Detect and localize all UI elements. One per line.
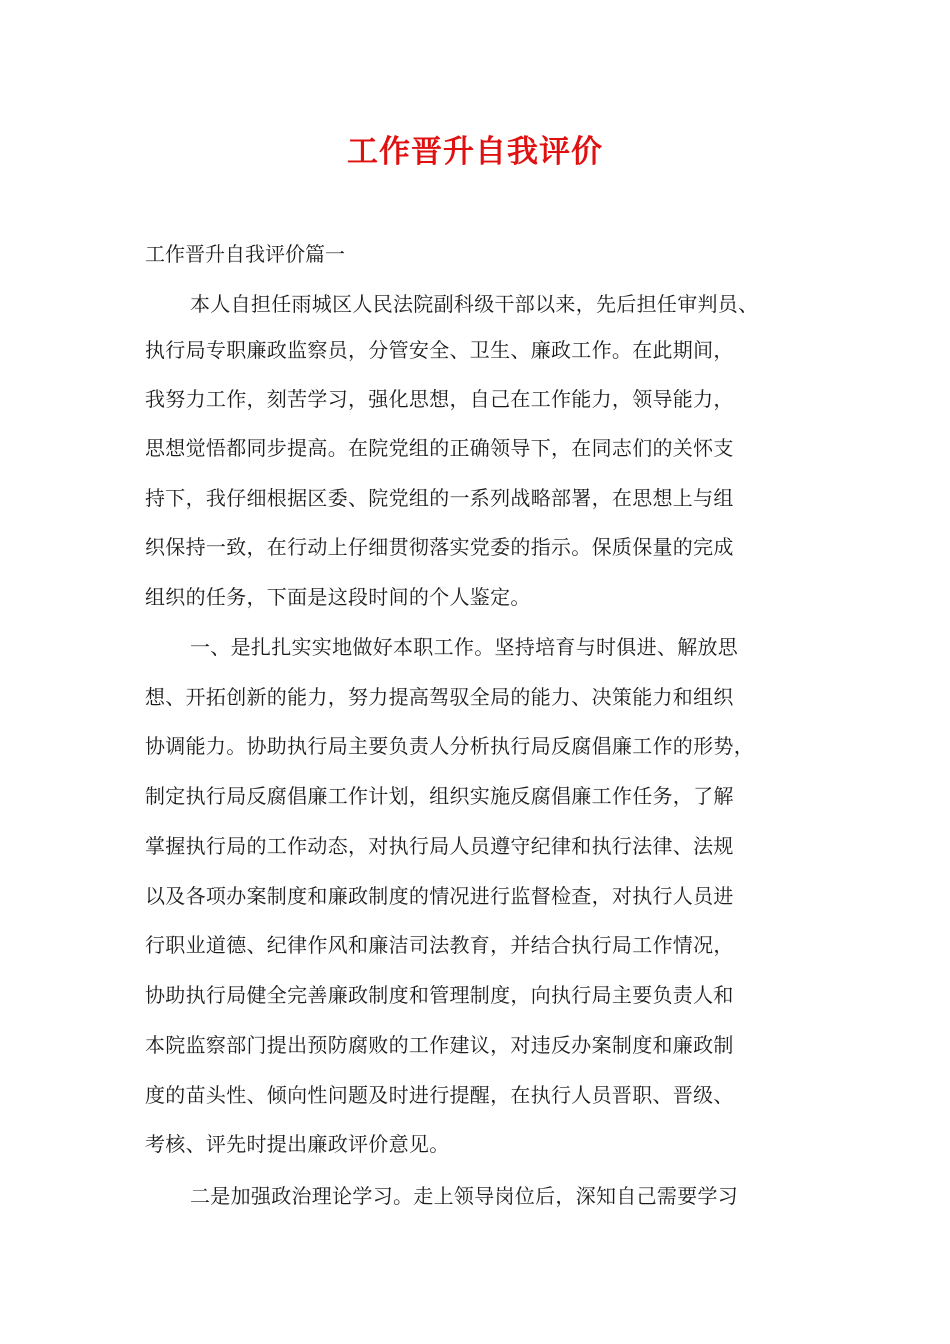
paragraph-line: 考核、评先时提出廉政评价意见。 xyxy=(145,1132,450,1156)
paragraph-line: 思想觉悟都同步提高。在院党组的正确领导下，在同志们的关怀支 xyxy=(145,436,734,460)
paragraph-line: 想、开拓创新的能力，努力提高驾驭全局的能力、决策能力和组织 xyxy=(145,685,734,709)
paragraph-line: 协调能力。协助执行局主要负责人分析执行局反腐倡廉工作的形势， xyxy=(145,734,754,758)
paragraph-line: 本人自担任雨城区人民法院副科级干部以来，先后担任审判员、 xyxy=(190,292,759,316)
section-heading: 工作晋升自我评价篇一 xyxy=(145,242,345,266)
paragraph-line: 度的苗头性、倾向性问题及时进行提醒，在执行人员晋职、晋级、 xyxy=(145,1083,734,1107)
paragraph-line: 执行局专职廉政监察员，分管安全、卫生、廉政工作。在此期间， xyxy=(145,338,734,362)
paragraph-line: 本院监察部门提出预防腐败的工作建议，对违反办案制度和廉政制 xyxy=(145,1033,734,1057)
paragraph-line: 持下，我仔细根据区委、院党组的一系列战略部署，在思想上与组 xyxy=(145,486,734,510)
paragraph-line: 以及各项办案制度和廉政制度的情况进行监督检查，对执行人员进 xyxy=(145,884,734,908)
paragraph-line: 组织的任务，下面是这段时间的个人鉴定。 xyxy=(145,585,531,609)
paragraph-line: 一、是扎扎实实地做好本职工作。坚持培育与时俱进、解放思 xyxy=(190,635,739,659)
paragraph-line: 二是加强政治理论学习。走上领导岗位后，深知自己需要学习 xyxy=(190,1184,739,1208)
paragraph-line: 协助执行局健全完善廉政制度和管理制度，向执行局主要负责人和 xyxy=(145,983,734,1007)
paragraph-line: 掌握执行局的工作动态，对执行局人员遵守纪律和执行法律、法规 xyxy=(145,834,734,858)
paragraph-line: 我努力工作，刻苦学习，强化思想，自己在工作能力，领导能力， xyxy=(145,387,734,411)
paragraph-line: 制定执行局反腐倡廉工作计划，组织实施反腐倡廉工作任务，了解 xyxy=(145,784,734,808)
paragraph-line: 织保持一致，在行动上仔细贯彻落实党委的指示。保质保量的完成 xyxy=(145,535,734,559)
paragraph-line: 行职业道德、纪律作风和廉洁司法教育，并结合执行局工作情况， xyxy=(145,933,734,957)
document-title: 工作晋升自我评价 xyxy=(347,134,603,170)
